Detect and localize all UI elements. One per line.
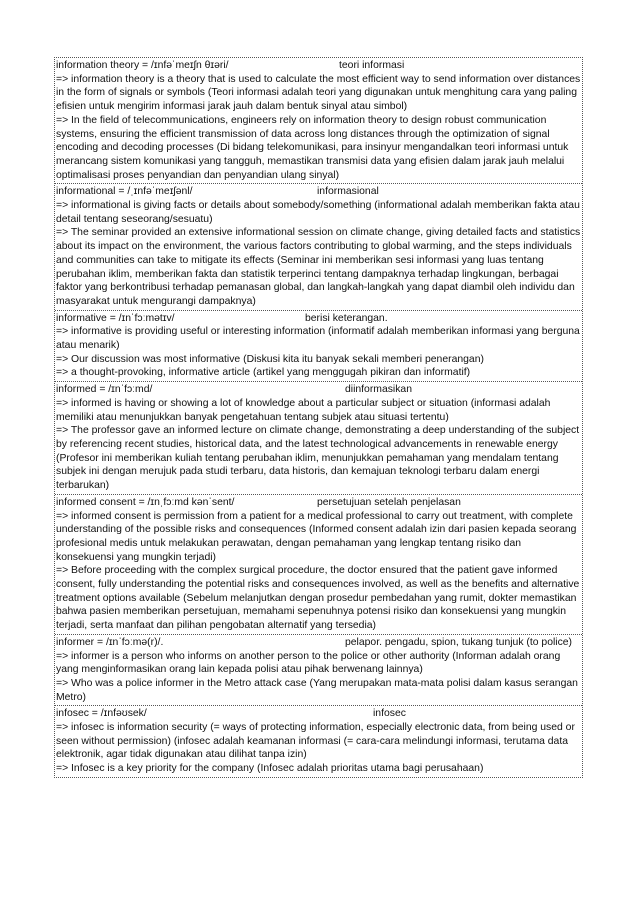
example-line: => Our discussion was most informative (Diskusi kita itu banyak sekali memberi penerangan) bbox=[56, 353, 484, 365]
example-line: => a thought-provoking, informative article (artikel yang menggugah pikiran dan informatif) bbox=[56, 367, 471, 379]
translation: informasional bbox=[317, 186, 379, 198]
headword: infosec = /ɪnfəʊsek/ bbox=[56, 708, 147, 720]
entry-information-theory bbox=[55, 58, 582, 184]
example-line: => Infosec is a key priority for the company (Infosec adalah prioritas utama bagi perusahaan) bbox=[56, 763, 484, 775]
headword: informative = /ɪnˈfɔːmətɪv/ bbox=[56, 312, 175, 324]
entry-header bbox=[56, 59, 581, 73]
translation: berisi keterangan. bbox=[305, 312, 388, 324]
definition-line: => information theory is a theory that is used to calculate the most efficient way to send information over distances in the form of signals or symbols (Teori informasi adalah teori yang digunakan untuk menghitung cara yang paling efisien untuk mengirim informasi jarak jauh dalam bentuk sinyal atau simbol) bbox=[56, 73, 581, 113]
example-line: => The seminar provided an extensive informational session on climate change, giving detailed facts and statistics about its impact on the environment, the various factors contributing to global warming, and the steps individuals and communities can take to mitigate its effects (Seminar ini memberikan sesi informasi yang luas tentang perubahan iklim, memberikan fakta dan statistik terperinci tentang dampaknya terhadap lingkungan, berbagai faktor yang berkontribusi terhadap pemanasan global, dan langkah-langkah yang dapat diambil oleh individu dan masyarakat untuk mengurangi dampaknya) bbox=[56, 227, 581, 307]
definition-line: => informational is giving facts or details about somebody/something (informational adalah memberikan fakta atau detail tentang seseorang/sesuatu) bbox=[56, 200, 580, 225]
entry-infosec bbox=[55, 706, 582, 777]
headword: informed consent = /ɪnˌfɔːmd kənˈsent/ bbox=[56, 496, 235, 508]
headword: informer = /ɪnˈfɔːmə(r)/. bbox=[56, 636, 164, 648]
entry-informational bbox=[55, 184, 582, 310]
entry-header bbox=[56, 185, 581, 199]
translation: teori informasi bbox=[339, 60, 405, 71]
definition-line: => infosec is information security (= ways of protecting information, especially electronic data, from being used or seen without permission) (infosec adalah keamanan informasi (= cara-cara melindungi informasi, terutama data elektronik, agar tidak digunakan atau dilihat tanpa izin) bbox=[56, 722, 575, 761]
entry-header bbox=[56, 636, 581, 650]
translation: persetujuan setelah penjelasan bbox=[317, 496, 461, 508]
definition-line: => informed consent is permission from a patient for a medical professional to carry out treatment, with complete understanding of the possible risks and consequences (Informed consent adalah izin dari pasien kepada seorang profesional medis untuk melakukan perawatan, dengan pemahaman yang lengkap tentang risiko dan konsekuensi yang mungkin terjadi) bbox=[56, 510, 577, 563]
entry-header bbox=[56, 383, 581, 397]
entry-header bbox=[56, 312, 581, 326]
definition-line: => informed is having or showing a lot of knowledge about a particular subject or situation (informasi adalah memiliki atau menunjukkan banyak pengetahuan tentang subjek atau situasi tertentu) bbox=[56, 397, 551, 423]
entry-header bbox=[56, 496, 581, 510]
example-line: => In the field of telecommunications, engineers rely on information theory to design robust communication systems, ensuring the efficient transmission of data across long distances through the optimization of signal encoding and decoding processes (Di bidang telekomunikasi, para insinyur mengandalkan teori informasi untuk merancang sistem komunikasi yang tangguh, memastikan transmisi data yang efisien dalam jarak jauh melalui optimalisasi proses penyandian dan penyandian ulang sinyal) bbox=[56, 114, 569, 181]
example-line: => Who was a police informer in the Metro attack case (Yang merupakan mata-mata polisi dalam kasus serangan Metro) bbox=[56, 677, 578, 703]
headword: informed = /ɪnˈfɔːmd/ bbox=[56, 384, 153, 396]
translation: diinformasikan bbox=[345, 384, 412, 396]
example-line: => Before proceeding with the complex surgical procedure, the doctor ensured that the patient gave informed consent, fully understanding the potential risks and consequences involved, as well as the benefits and alternative treatment options available (Sebelum melanjutkan dengan prosedur pembedahan yang rumit, dokter memastikan bahwa pasien memberikan persetujuan, memahami sepenuhnya potensi risiko dan konsekuensi yang mungkin terjadi, serta manfaat dan pilihan pengobatan alternatif yang tersedia) bbox=[56, 565, 580, 632]
dictionary-sheet bbox=[54, 57, 583, 778]
entry-informative bbox=[55, 311, 582, 383]
headword: information theory = /ɪnfəˈmeɪʃn θɪəri/ bbox=[56, 60, 229, 71]
entry-informed-consent bbox=[55, 495, 582, 635]
definition-line: => informer is a person who informs on another person to the police or other authority (Informan adalah orang yang menginformasikan orang lain kepada polisi atau pihak berwenang lainnya) bbox=[56, 650, 561, 676]
translation: pelapor. pengadu, spion, tukang tunjuk (to police) bbox=[345, 636, 573, 648]
translation: infosec bbox=[373, 708, 406, 720]
entry-informer bbox=[55, 635, 582, 707]
entry-informed bbox=[55, 382, 582, 495]
definition-line: => informative is providing useful or interesting information (informatif adalah memberikan informasi yang berguna atau menarik) bbox=[56, 326, 580, 352]
entry-header bbox=[56, 707, 581, 721]
headword: informational = /ˌɪnfəˈmeɪʃənl/ bbox=[56, 186, 193, 198]
example-line: => The professor gave an informed lecture on climate change, demonstrating a deep understanding of the subject by referencing recent studies, historical data, and the latest technological advancements in renewable energy (Profesor ini memberikan kuliah tentang perubahan iklim, menunjukkan pemahaman yang mendalam tentang subjek ini dengan merujuk pada studi terbaru, data historis, dan kemajuan teknologi terbaru dalam energi terbarukan) bbox=[56, 425, 580, 492]
